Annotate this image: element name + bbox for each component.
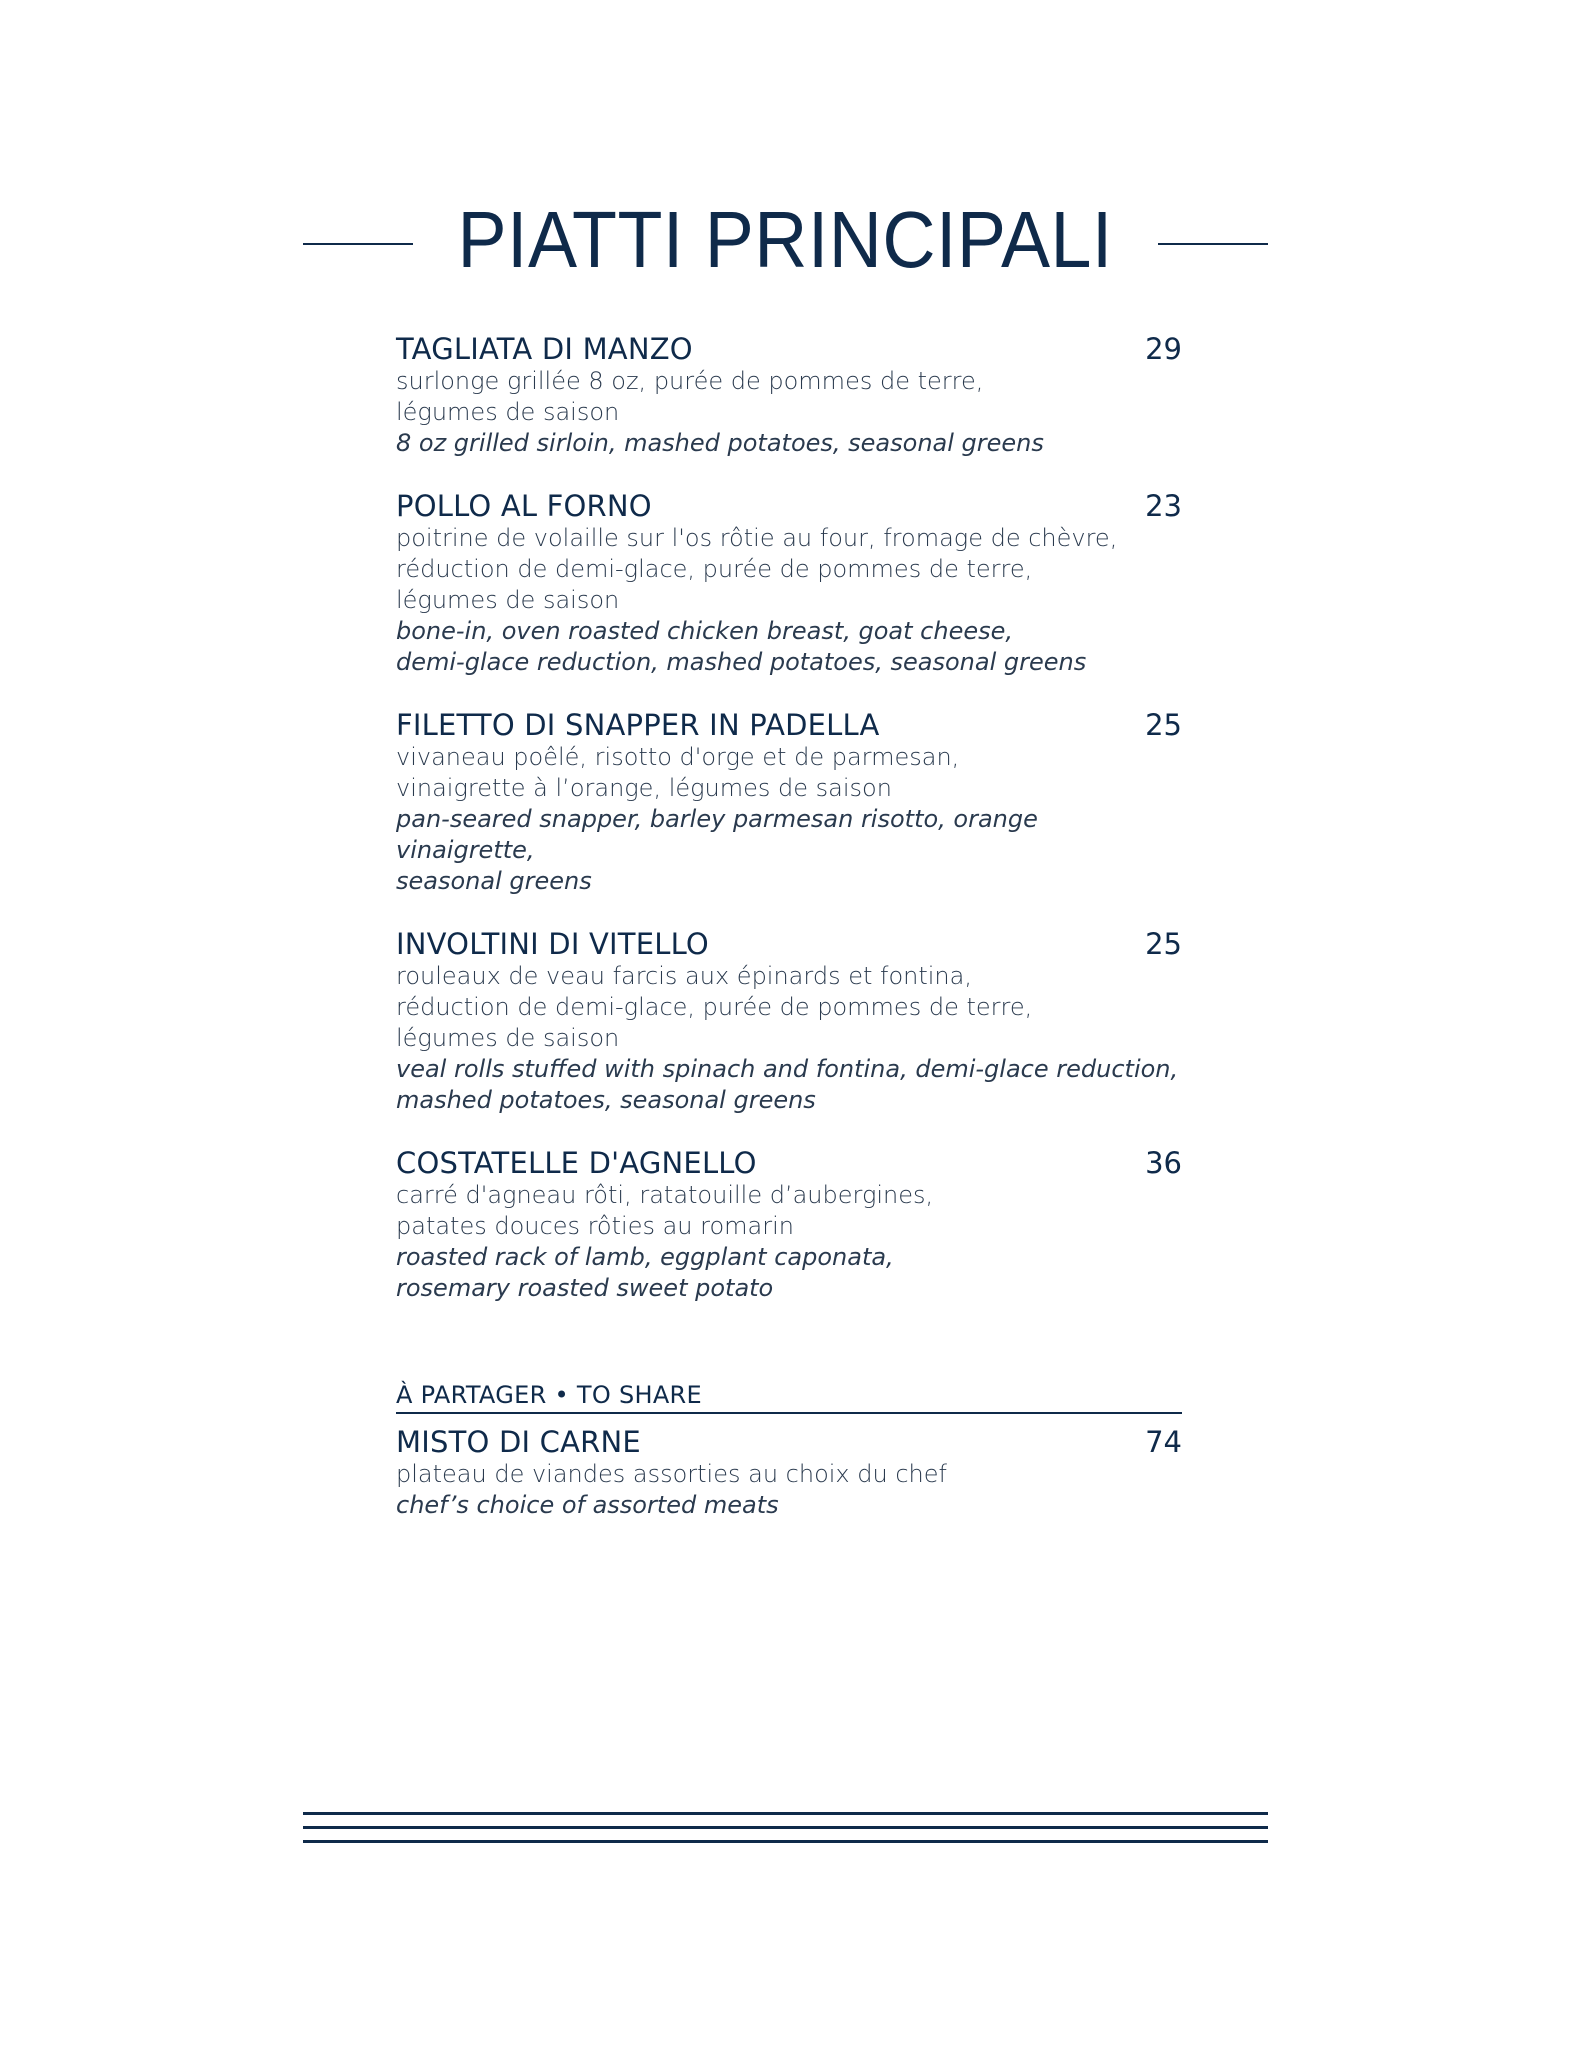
menu-item: [396, 333, 1182, 459]
menu-item: [396, 490, 1182, 678]
share-heading: À PARTAGER • TO SHARE: [396, 1380, 1182, 1414]
item-price: 29: [1145, 332, 1182, 366]
menu-item: [396, 1147, 1182, 1304]
description-english: roasted rack of lamb, eggplant caponata,: [396, 1243, 894, 1271]
menu-item: [396, 709, 1182, 897]
bottom-decorative-rules: [303, 1812, 1268, 1854]
description-french: légumes de saison: [396, 398, 620, 426]
bottom-rule: [303, 1812, 1268, 1815]
item-price: 74: [1145, 1425, 1182, 1459]
item-price: 25: [1145, 708, 1182, 742]
description-french: réduction de demi-glace, purée de pommes de terre,: [396, 555, 1033, 583]
item-header: [396, 490, 1182, 523]
description-french: surlonge grillée 8 oz, purée de pommes de terre,: [396, 367, 984, 395]
description-french: carré d'agneau rôti, ratatouille d’aubergines,: [396, 1181, 934, 1209]
item-name: INVOLTINI DI VITELLO: [396, 927, 709, 961]
description-english: veal rolls stuffed with spinach and fontina, demi-glace reduction,: [396, 1055, 1179, 1083]
item-header: [396, 1147, 1182, 1180]
bottom-rule: [303, 1826, 1268, 1829]
description-english: demi-glace reduction, mashed potatoes, seasonal greens: [396, 648, 1087, 676]
menu-item: [396, 928, 1182, 1116]
description-french: légumes de saison: [396, 1024, 620, 1052]
description-french: plateau de viandes assorties au choix du chef: [396, 1460, 947, 1488]
share-section: [396, 1380, 1182, 1552]
item-header: [396, 1426, 1182, 1459]
description-english: mashed potatoes, seasonal greens: [396, 1086, 816, 1114]
title-row: [303, 195, 1268, 285]
item-name: COSTATELLE D'AGNELLO: [396, 1146, 757, 1180]
item-header: [396, 928, 1182, 961]
description-french: vinaigrette à l’orange, légumes de saison: [396, 774, 892, 802]
description-english: pan-seared snapper, barley parmesan risotto, orange vinaigrette,: [396, 805, 1038, 864]
description-french: poitrine de volaille sur l'os rôtie au four, fromage de chèvre,: [396, 524, 1118, 552]
description-english: bone-in, oven roasted chicken breast, goat cheese,: [396, 617, 1014, 645]
description-english: rosemary roasted sweet potato: [396, 1274, 774, 1302]
description-french: patates douces rôties au romarin: [396, 1212, 794, 1240]
main-course-list: [396, 333, 1182, 1335]
title-rule-left: [303, 243, 413, 245]
description-english: chef’s choice of assorted meats: [396, 1491, 779, 1519]
description-french: réduction de demi-glace, purée de pommes de terre,: [396, 993, 1033, 1021]
menu-item: [396, 1426, 1182, 1521]
item-price: 36: [1145, 1146, 1182, 1180]
item-price: 23: [1145, 489, 1182, 523]
page-title: PIATTI PRINCIPALI: [457, 195, 1114, 284]
item-name: POLLO AL FORNO: [396, 489, 652, 523]
item-name: MISTO DI CARNE: [396, 1425, 641, 1459]
description-french: légumes de saison: [396, 586, 620, 614]
description-french: rouleaux de veau farcis aux épinards et fontina,: [396, 962, 972, 990]
item-header: [396, 709, 1182, 742]
title-rule-right: [1158, 243, 1268, 245]
item-name: TAGLIATA DI MANZO: [396, 332, 693, 366]
description-english: 8 oz grilled sirloin, mashed potatoes, seasonal greens: [396, 429, 1044, 457]
item-header: [396, 333, 1182, 366]
item-name: FILETTO DI SNAPPER IN PADELLA: [396, 708, 880, 742]
description-french: vivaneau poêlé, risotto d'orge et de parmesan,: [396, 743, 960, 771]
bottom-rule: [303, 1840, 1268, 1843]
item-price: 25: [1145, 927, 1182, 961]
description-english: seasonal greens: [396, 867, 592, 895]
